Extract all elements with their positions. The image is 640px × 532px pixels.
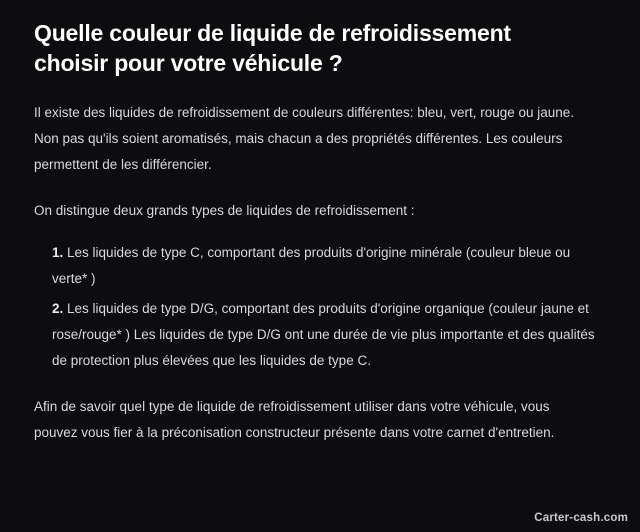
list-item-number: 2. [52, 301, 64, 316]
list-item-number: 1. [52, 245, 64, 260]
list-item [34, 240, 597, 292]
lead-paragraph: On distingue deux grands types de liquides de refroidissement : [34, 203, 415, 218]
closing-paragraph: Afin de savoir quel type de liquide de refroidissement utiliser dans votre véhicule, vous pouvez vous fier à la préconisation constructeur présente dans votre carnet d'entretien. [34, 399, 555, 440]
list-item-text: Les liquides de type C, comportant des produits d'origine minérale (couleur bleue ou verte* ) [52, 245, 571, 286]
coolant-type-list [34, 240, 606, 374]
list-item [34, 296, 597, 374]
page-title: Quelle couleur de liquide de refroidissement choisir pour votre véhicule ? [34, 20, 511, 76]
list-item-text: Les liquides de type D/G, comportant des produits d'origine organique (couleur jaune et rose/rouge* ) Les liquides de type D/G ont une durée de vie plus importante et des qualités de protection plus élevées que les liquides de type C. [52, 301, 595, 368]
intro-paragraph: Il existe des liquides de refroidissement de couleurs différentes: bleu, vert, rouge ou jaune. Non pas qu'ils soient aromatisés, mais chacun a des propriétés différentes. Les couleurs permettent de les différencier. [34, 105, 575, 172]
site-watermark: Carter-cash.com [534, 512, 628, 524]
